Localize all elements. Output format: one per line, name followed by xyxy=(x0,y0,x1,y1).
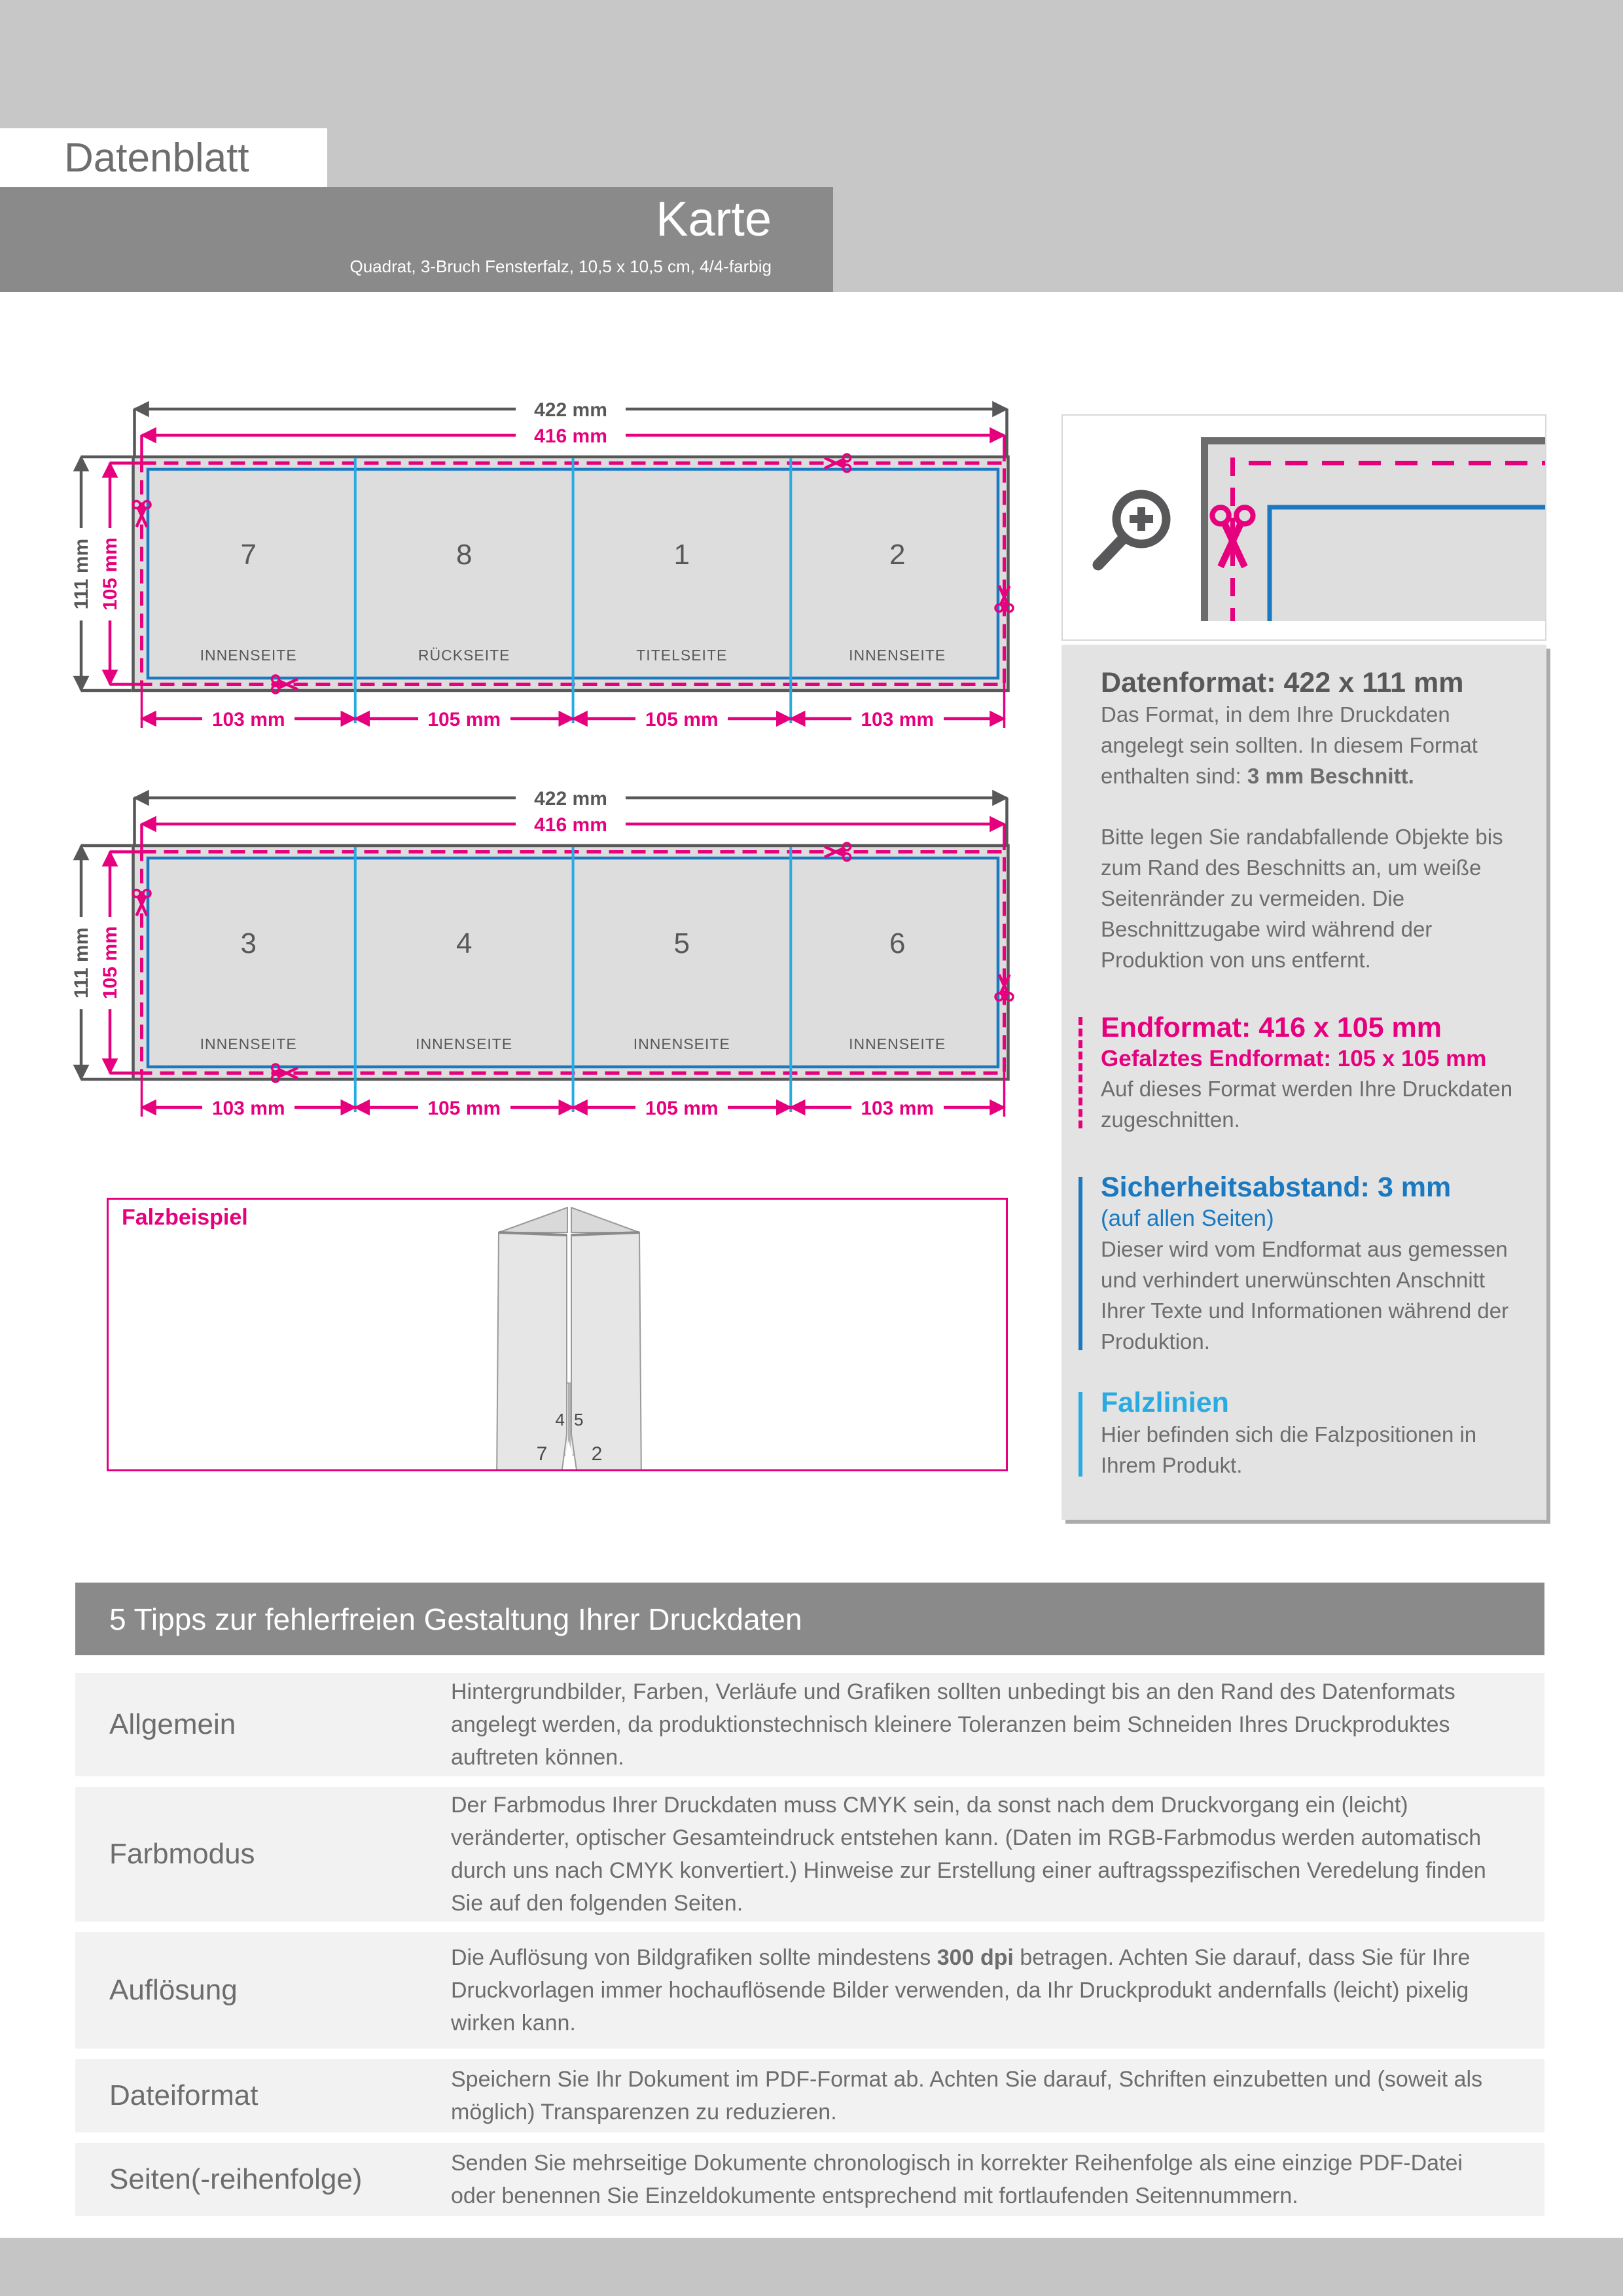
trim-height-label: 105 mm xyxy=(99,537,121,611)
total-height-label: 111 mm xyxy=(71,927,92,999)
total-width-label: 422 mm xyxy=(534,788,607,810)
segment-label: 105 mm xyxy=(427,709,501,730)
tip-row-seitenreihenfolge xyxy=(75,2143,1544,2216)
panel-name: INNENSEITE xyxy=(849,647,946,664)
panel-number: 2 xyxy=(889,539,906,571)
panel-number: 4 xyxy=(455,927,473,960)
tip-label: Allgemein xyxy=(109,1708,236,1740)
fold-number-outer-right: 2 xyxy=(591,1443,603,1465)
panel-name: INNENSEITE xyxy=(200,1035,297,1052)
foldlines-heading: Falzlinien xyxy=(1101,1386,1229,1418)
fold-number-inner-left: 4 xyxy=(555,1410,565,1429)
safety-block xyxy=(1101,1172,1522,1357)
doc-type-label: Datenblatt xyxy=(64,135,249,181)
segment-label: 103 mm xyxy=(861,1098,935,1119)
zoom-detail-box xyxy=(1061,414,1546,641)
segment-label: 105 mm xyxy=(645,709,719,730)
panel-number: 8 xyxy=(455,539,473,571)
panel-name: INNENSEITE xyxy=(416,1035,513,1052)
segment-label: 105 mm xyxy=(645,1098,719,1119)
safety-body: Dieser wird vom Endformat aus gemessen und verhindert unerwünschten Anschnitt Ihrer Texte und Informationen während der Produktion. xyxy=(1101,1236,1509,1354)
zoom-detail-illustration xyxy=(1063,416,1545,639)
tip-row-farbmodus xyxy=(75,1787,1544,1922)
tip-label: Dateiformat xyxy=(109,2079,259,2111)
tip-text-content: Speichern Sie Ihr Dokument im PDF-Format ab. Achten Sie darauf, Schriften einzubetten und (soweit als möglich) Transparenzen zu reduzieren. xyxy=(451,2067,1483,2125)
panel-number: 7 xyxy=(240,539,257,571)
endformat-block xyxy=(1101,1012,1522,1134)
panel-number: 5 xyxy=(673,927,690,960)
fold-example-box xyxy=(107,1198,1008,1471)
bleed-note: Bitte legen Sie randabfallende Objekte bis zum Rand des Beschnitts an, um weiße Seitenränder zu vermeiden. Die Beschnittzugabe wird während der Produktion von uns entfernt. xyxy=(1101,825,1503,973)
tip-text-content: Senden Sie mehrseitige Dokumente chronologisch in korrekter Reihenfolge als eine einzige PDF-Datei oder benennen Sie Einzeldokumente entsprechend mit fortlaufenden Seitennummern. xyxy=(451,2151,1463,2208)
tip-label: Farbmodus xyxy=(109,1838,255,1870)
segment-label: 103 mm xyxy=(861,709,935,730)
panel-number: 3 xyxy=(240,927,257,960)
segment-label: 105 mm xyxy=(427,1098,501,1119)
panel-name: INNENSEITE xyxy=(633,1035,730,1052)
tip-row-dateiformat xyxy=(75,2059,1544,2132)
segment-label: 103 mm xyxy=(211,709,285,730)
foldlines-block xyxy=(1101,1387,1522,1480)
panel-name: TITELSEITE xyxy=(636,647,728,664)
total-height-label: 111 mm xyxy=(71,538,92,610)
datenformat-body-bold: 3 mm Beschnitt. xyxy=(1247,764,1414,789)
tips-heading: 5 Tipps zur fehlerfreien Gestaltung Ihrer Druckdaten xyxy=(109,1602,802,1636)
tip-text-content xyxy=(451,1941,1497,2039)
tip-row-aufloesung xyxy=(75,1932,1544,2049)
fold-number-inner-right: 5 xyxy=(574,1410,584,1429)
fold-number-outer-left: 7 xyxy=(536,1443,548,1465)
panel-name: INNENSEITE xyxy=(200,647,297,664)
panel-number: 6 xyxy=(889,927,906,960)
format-info-panel xyxy=(1061,645,1546,1520)
safety-heading: Sicherheitsabstand: 3 mm xyxy=(1101,1171,1452,1203)
tip-text-part: Die Auflösung von Bildgrafiken sollte mindestens xyxy=(451,1945,937,1970)
trim-width-label: 416 mm xyxy=(534,425,607,447)
trim-width-label: 416 mm xyxy=(534,814,607,836)
footer-band xyxy=(0,2238,1623,2296)
product-header-bar xyxy=(0,187,833,292)
safety-subheading: (auf allen Seiten) xyxy=(1101,1206,1274,1232)
segment-label: 103 mm xyxy=(211,1098,285,1119)
panel-number: 1 xyxy=(673,539,690,571)
tip-text xyxy=(451,1673,1544,1776)
datenformat-heading: Datenformat: 422 x 111 mm xyxy=(1101,667,1464,698)
tip-text-content: Der Farbmodus Ihrer Druckdaten muss CMYK sein, da sonst nach dem Druckvorgang ein (leicht) veränderter, optischer Gesamteindruck entstehen kann. (Daten im RGB-Farbmodus werden automatisch durch uns nach CMYK konvertiert.) Hinweise zur Erstellung einer auftragsspezifischen Veredelung finden Sie auf den folgenden Seiten. xyxy=(451,1793,1486,1916)
tip-label: Seiten(-reihenfolge) xyxy=(109,2163,363,2195)
doc-type-box xyxy=(0,128,327,187)
magnifier-plus-icon xyxy=(1098,494,1166,565)
product-title: Karte xyxy=(656,192,772,246)
product-subtitle: Quadrat, 3-Bruch Fensterfalz, 10,5 x 10,5 cm, 4/4-farbig xyxy=(349,257,772,276)
tip-text-content: Hintergrundbilder, Farben, Verläufe und Grafiken sollten unbedingt bis an den Rand des Datenformats angelegt werden, da produktionstechnisch kleinere Toleranzen beim Schneiden Ihres Druckproduktes auftreten können. xyxy=(451,1679,1455,1770)
foldlines-body: Hier befinden sich die Falzpositionen in Ihrem Produkt. xyxy=(1101,1422,1477,1477)
panel-name: INNENSEITE xyxy=(849,1035,946,1052)
fold-diagram-inside xyxy=(59,781,1060,1128)
panel-name: RÜCKSEITE xyxy=(418,647,510,664)
tips-header-bar xyxy=(75,1583,1544,1655)
tip-text xyxy=(451,2059,1544,2132)
tip-text-part: betragen. Achten Sie darauf, dass Sie für Ihre Druckvorlagen immer hochauflösende Bilder verwenden, da Ihr Druckprodukt andernfalls (leicht) pixelig wirken kann. xyxy=(451,1945,1471,2036)
total-width-label: 422 mm xyxy=(534,399,607,421)
tip-text xyxy=(451,2143,1544,2216)
endformat-heading: Endformat: 416 x 105 mm xyxy=(1101,1012,1442,1044)
fold-example-label: Falzbeispiel xyxy=(122,1205,248,1230)
tip-row-allgemein xyxy=(75,1673,1544,1776)
endformat-body: Auf dieses Format werden Ihre Druckdaten zugeschnitten. xyxy=(1101,1076,1513,1132)
fold-example-illustration xyxy=(109,1200,1006,1469)
tip-text xyxy=(451,1787,1544,1922)
datenformat-body xyxy=(1101,699,1522,791)
endformat-subheading: Gefalztes Endformat: 105 x 105 mm xyxy=(1101,1045,1487,1071)
tip-text xyxy=(451,1932,1544,2049)
fold-diagram-outside xyxy=(59,393,1060,740)
tip-text-bold: 300 dpi xyxy=(936,1945,1014,1970)
trim-height-label: 105 mm xyxy=(99,926,121,999)
tip-label: Auflösung xyxy=(109,1974,238,2006)
datenformat-body-text: Das Format, in dem Ihre Druckdaten angelegt sein sollten. In diesem Format enthalten sind: xyxy=(1101,702,1478,789)
